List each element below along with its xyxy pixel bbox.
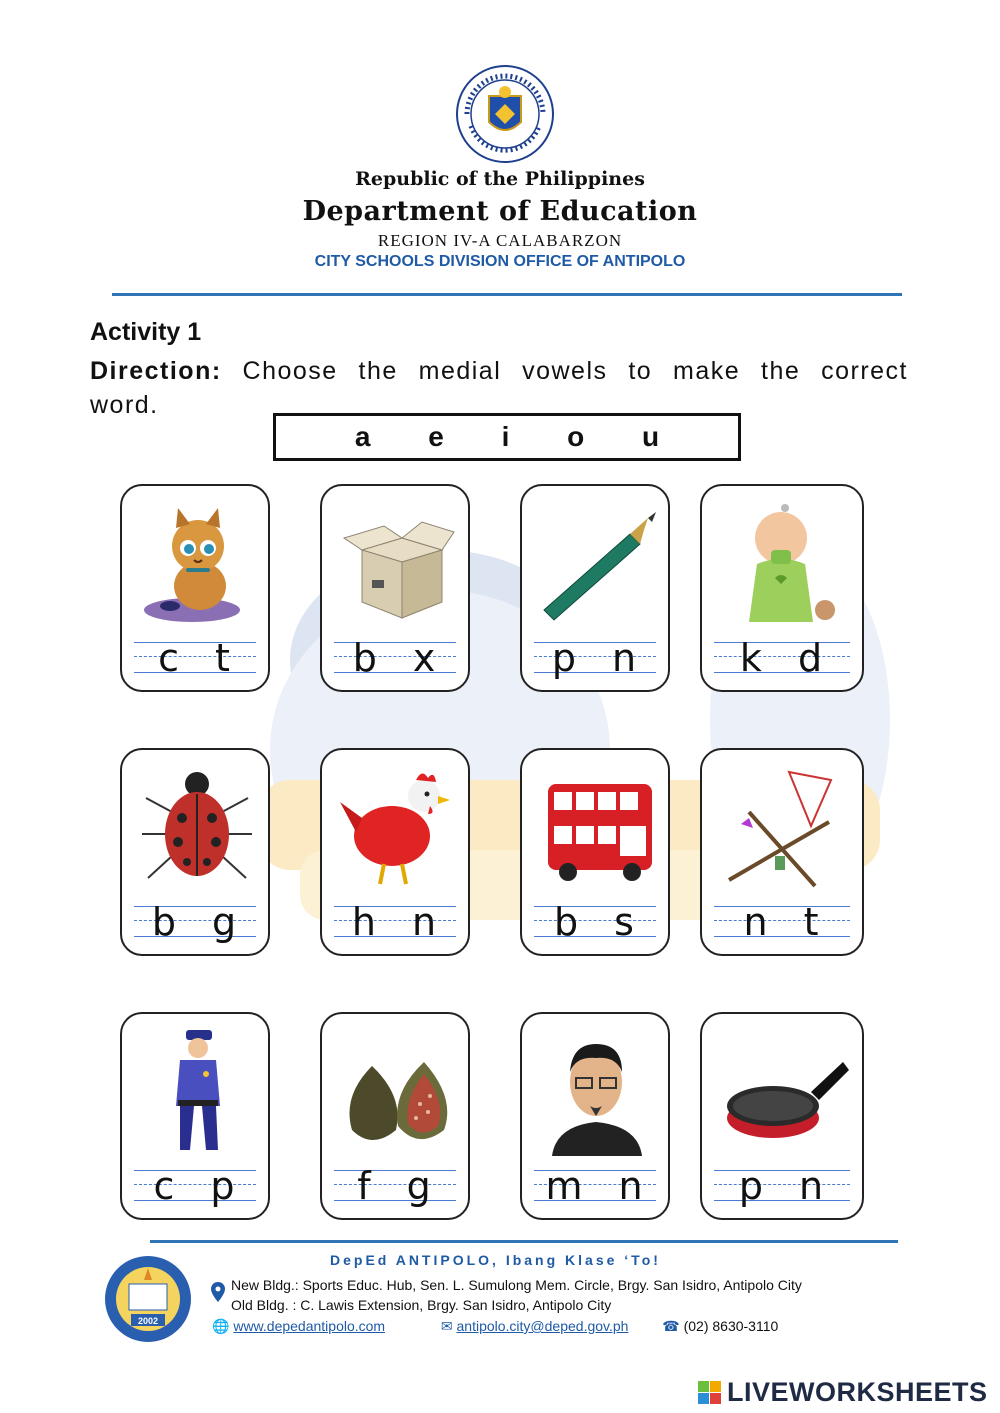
word-card-bus bbox=[520, 748, 670, 956]
first-letter: c bbox=[158, 636, 181, 680]
liveworksheets-logo-icon bbox=[698, 1381, 722, 1405]
first-letter: h bbox=[351, 900, 378, 944]
first-letter: p bbox=[738, 1164, 766, 1208]
header-divider bbox=[112, 293, 902, 296]
man-icon bbox=[532, 1026, 662, 1156]
last-letter: g bbox=[212, 900, 239, 944]
last-letter: t bbox=[215, 636, 232, 680]
word-card-man bbox=[520, 1012, 670, 1220]
word-card-cat bbox=[120, 484, 270, 692]
vowel-i[interactable]: i bbox=[501, 421, 510, 452]
department-heading: Department of Education bbox=[302, 196, 698, 227]
word-card-pen bbox=[520, 484, 670, 692]
footer-motto: DepEd ANTIPOLO, Ibang Klase ‘To! bbox=[330, 1252, 661, 1268]
division-heading: CITY SCHOOLS DIVISION OFFICE OF ANTIPOLO bbox=[314, 253, 686, 270]
last-letter: n bbox=[618, 1164, 645, 1208]
word-blank[interactable] bbox=[702, 1164, 862, 1208]
vowel-e[interactable]: e bbox=[428, 421, 444, 452]
direction-text bbox=[90, 354, 908, 422]
word-card-net bbox=[700, 748, 864, 956]
last-letter: n bbox=[412, 900, 439, 944]
word-card-fig bbox=[320, 1012, 470, 1220]
liveworksheets-brand[interactable]: LIVEWORKSHEETS bbox=[727, 1377, 988, 1407]
activity-title: Activity 1 bbox=[90, 318, 202, 346]
hen-icon bbox=[332, 762, 462, 892]
word-blank[interactable] bbox=[522, 1164, 668, 1208]
bug-icon bbox=[132, 762, 262, 892]
cop-icon bbox=[132, 1026, 262, 1156]
word-blank[interactable] bbox=[522, 900, 668, 944]
word-blank[interactable] bbox=[702, 636, 862, 680]
deped-seal-logo bbox=[455, 64, 555, 164]
pan-icon bbox=[719, 1026, 849, 1156]
last-letter: p bbox=[210, 1164, 237, 1208]
direction-body: Choose the medial vowels to make the correct word. bbox=[90, 357, 908, 419]
last-letter: s bbox=[614, 900, 636, 944]
address-old: Old Bldg. : C. Lawis Extension, Brgy. San Isidro, Antipolo City bbox=[231, 1297, 612, 1313]
word-blank[interactable] bbox=[522, 636, 668, 680]
vowel-u[interactable]: u bbox=[641, 421, 660, 452]
last-letter: x bbox=[412, 636, 438, 680]
location-pin-icon bbox=[211, 1282, 225, 1302]
republic-heading: Republic of the Philippines bbox=[355, 168, 645, 190]
last-letter: n bbox=[612, 636, 639, 680]
word-card-pan bbox=[700, 1012, 864, 1220]
bus-icon bbox=[532, 762, 662, 892]
first-letter: m bbox=[545, 1164, 585, 1208]
pen-icon bbox=[532, 498, 662, 628]
last-letter: t bbox=[803, 900, 821, 944]
word-blank[interactable] bbox=[122, 1164, 268, 1208]
last-letter: g bbox=[406, 1164, 433, 1208]
website-link[interactable]: www.depedantipolo.com bbox=[233, 1318, 386, 1334]
vowel-o[interactable]: o bbox=[567, 421, 585, 452]
word-blank[interactable] bbox=[122, 900, 268, 944]
first-letter: n bbox=[743, 900, 770, 944]
first-letter: b bbox=[352, 636, 379, 680]
word-blank[interactable] bbox=[322, 900, 468, 944]
word-blank[interactable] bbox=[122, 636, 268, 680]
fig-icon bbox=[332, 1026, 462, 1156]
word-card-cop bbox=[120, 1012, 270, 1220]
word-blank[interactable] bbox=[702, 900, 862, 944]
email-link[interactable]: antipolo.city@deped.gov.ph bbox=[456, 1318, 629, 1334]
word-blank[interactable] bbox=[322, 1164, 468, 1208]
phone-icon: ☎ bbox=[662, 1318, 680, 1334]
footer-divider bbox=[150, 1240, 898, 1243]
globe-icon: 🌐 bbox=[212, 1318, 230, 1334]
contact-row bbox=[212, 1318, 852, 1335]
net-icon bbox=[719, 762, 849, 892]
phone-number: (02) 8630-3110 bbox=[683, 1318, 779, 1334]
last-letter: n bbox=[799, 1164, 826, 1208]
word-card-hen bbox=[320, 748, 470, 956]
kid-icon bbox=[719, 498, 849, 628]
seal-year: 2002 bbox=[137, 1316, 159, 1326]
first-letter: b bbox=[151, 900, 178, 944]
vowel-a[interactable]: a bbox=[354, 421, 371, 452]
word-card-bug bbox=[120, 748, 270, 956]
division-seal-logo bbox=[103, 1254, 193, 1344]
cat-icon bbox=[132, 498, 262, 628]
word-blank[interactable] bbox=[322, 636, 468, 680]
address-new: New Bldg.: Sports Educ. Hub, Sen. L. Sumulong Mem. Circle, Brgy. San Isidro, Antipolo City bbox=[231, 1277, 802, 1293]
direction-label: Direction: bbox=[90, 357, 222, 385]
vowel-choices bbox=[273, 413, 741, 461]
mail-icon: ✉ bbox=[440, 1318, 453, 1334]
last-letter: d bbox=[797, 636, 825, 680]
word-card-kid bbox=[700, 484, 864, 692]
first-letter: p bbox=[551, 636, 579, 680]
region-heading: REGION IV-A CALABARZON bbox=[377, 231, 623, 250]
first-letter: b bbox=[554, 900, 581, 944]
first-letter: c bbox=[153, 1164, 177, 1208]
first-letter: k bbox=[739, 636, 764, 680]
word-card-box bbox=[320, 484, 470, 692]
first-letter: f bbox=[357, 1164, 373, 1208]
box-icon bbox=[332, 498, 462, 628]
